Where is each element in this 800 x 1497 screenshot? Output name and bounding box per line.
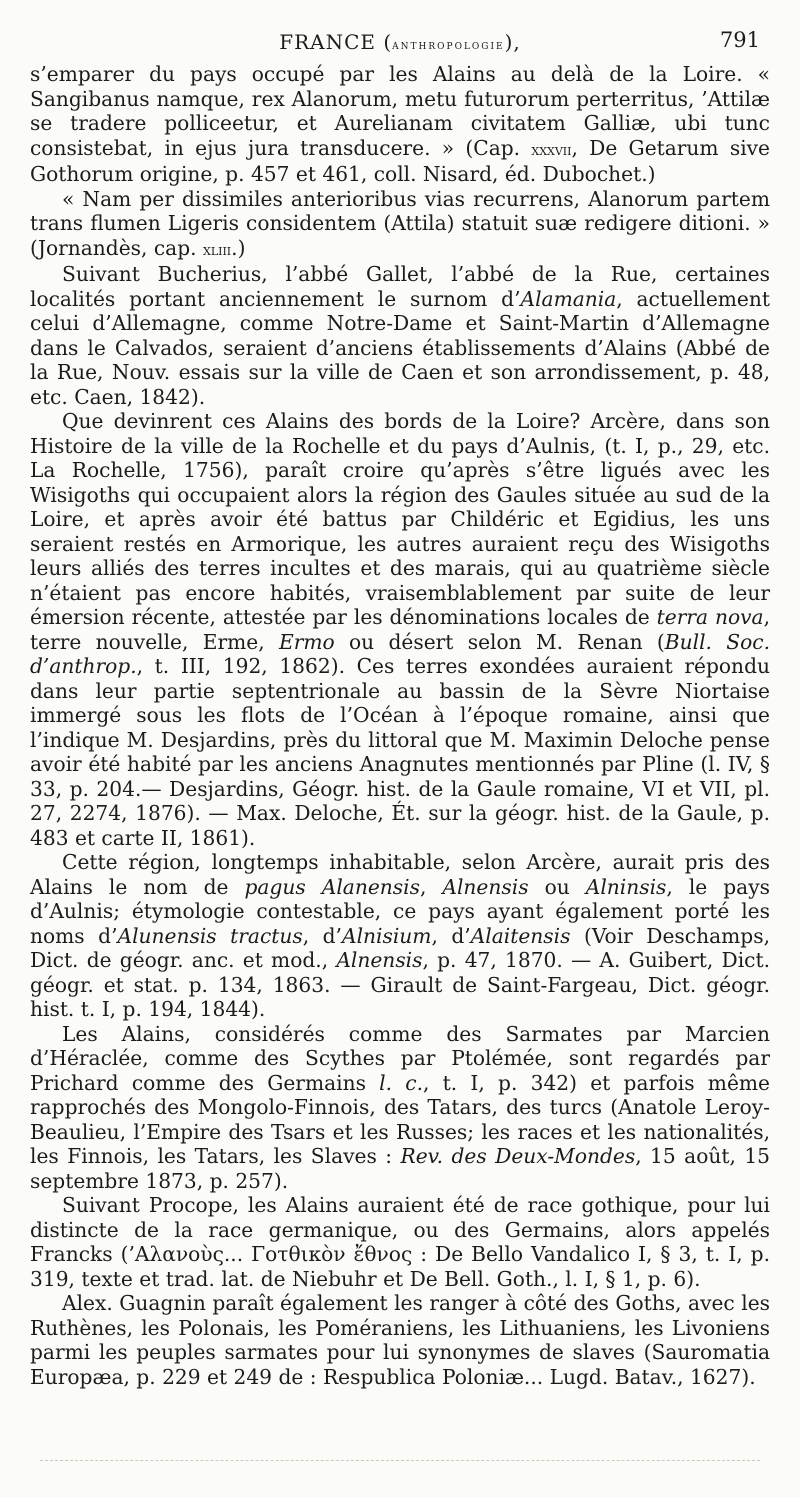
italic-text: Alninsis bbox=[585, 874, 667, 899]
text-run: Que devinrent ces Alains des bords de la Loire? Arcère, dans son Histoire de la ville de la Rochelle et du pays d’Aulnis, (t. I, p., 29, etc. La Rochelle, 1756), paraît croire qu’après s’être ligués avec les Wisigoths qui occupaient alors la région des Gaules située au sud de la Loire, et après avoir été battus par Childéric et Egidius, les uns seraient restés en Armorique, les autres auraient reçu des Wisigoths leurs alliés des terres incultes et des marais, qui au quatrième siècle n’étaient pas encore habités, vraisemblablement par suite de leur émersion récente, attestée par les dénominations locales de bbox=[30, 409, 770, 629]
paragraph bbox=[30, 62, 770, 187]
text-run: , De Getarum sive Gothorum origine, p. 457 et 461, coll. Nisard, éd. Dubochet.) bbox=[30, 135, 771, 186]
running-title-subject: anthropologie bbox=[392, 38, 505, 53]
italic-text: l. c. bbox=[379, 1070, 423, 1095]
italic-text: Alnensis bbox=[442, 874, 529, 899]
italic-text: Alnisium bbox=[341, 923, 432, 948]
italic-text: Alaitensis bbox=[470, 923, 571, 948]
footer-rule bbox=[40, 1460, 760, 1461]
italic-text: pagus Alanensis bbox=[244, 874, 420, 899]
text-run: .) bbox=[231, 235, 246, 260]
small-caps-text: xliii bbox=[202, 239, 232, 259]
paragraph bbox=[30, 409, 770, 850]
text-run: , actuellement celui d’Allemagne, comme Notre-Dame et Saint-Martin d’Allemagne dans le Calvados, seraient d’anciens établissements d’Alains (Abbé de la Rue, Nouv. essais sur la ville de Caen et son arrondissement, p. 48, etc. Caen, 1842). bbox=[30, 286, 770, 409]
paragraph bbox=[30, 187, 770, 263]
paragraph bbox=[30, 850, 770, 1022]
text-run: (Voir Deschamps, Dict. de géogr. anc. et mod., bbox=[30, 923, 770, 972]
text-run: Les Alains, considérés comme des Sarmates par Marcien d’Héraclée, comme des Scythes par Ptolémée, sont regardés par Prichard comme des Germains bbox=[30, 1021, 770, 1095]
paragraph bbox=[30, 1022, 770, 1194]
small-caps-text: xxxvii bbox=[531, 139, 572, 159]
text-run: Suivant Bucherius, l’abbé Gallet, l’abbé de la Rue, certaines localités portant anciennement le surnom d’ bbox=[30, 262, 770, 311]
italic-text: Alunensis tractus bbox=[117, 923, 303, 948]
italic-text: Alnensis bbox=[336, 948, 423, 972]
text-run: , 15 août, 15 septembre 1873, p. 257). bbox=[30, 1144, 771, 1193]
italic-text: terra nova bbox=[656, 605, 764, 629]
paragraph bbox=[30, 262, 770, 409]
page-number: 791 bbox=[719, 28, 760, 52]
paragraph bbox=[30, 1193, 770, 1291]
running-title bbox=[30, 30, 770, 54]
text-run: ou bbox=[528, 874, 586, 899]
body-text bbox=[30, 62, 770, 1389]
text-run: , d’ bbox=[302, 923, 342, 948]
text-run: Cette région, longtemps inhabitable, selon Arcère, aurait pris des Alains le nom de bbox=[30, 850, 770, 899]
text-run: , terre nouvelle, Erme, bbox=[30, 605, 770, 654]
text-run: Suivant Procope, les Alains auraient été de race gothique, pour lui distincte de la race germanique, ou des Germains, alors appelés Francks (’Αλανοὺς... Γοτθικὸν ἔθνος : De Bello Vandalico I, § 3, t. I, p. 319, texte et trad. lat. de Niebuhr et De Bell. Goth., l. I, § 1, p. 6). bbox=[30, 1193, 770, 1291]
paragraph bbox=[30, 1291, 770, 1389]
text-run: Alex. Guagnin paraît également les ranger à côté des Goths, avec les Ruthènes, les Polonais, les Poméraniens, les Lithuaniens, les Livoniens parmi les peuples sarmates pour lui synonymes de slaves (Sauromatia Europæa, p. 229 et 249 de : Respublica Poloniæ... Lugd. Batav., 1627). bbox=[30, 1291, 770, 1389]
running-title-end: ), bbox=[504, 30, 521, 54]
text-run: , p. 47, 1870. — A. Guibert, Dict. géogr. et stat. p. 134, 1863. — Girault de Saint-Fargeau, Dict. géogr. hist. t. I, p. 194, 1844). bbox=[30, 948, 770, 1021]
page-header bbox=[30, 22, 770, 62]
italic-text: Ermo bbox=[278, 629, 335, 654]
text-run: , le pays d’Aulnis; étymologie contestable, ce pays ayant également porté les noms d’ bbox=[30, 874, 770, 948]
text-run: s’emparer du pays occupé par les Alains au delà de la Loire. « Sangibanus namque, rex Alanorum, metu futurorum perterritus, ’Attilæ se tradere polliceetur, et Aurelianam civitatem Galliæ, ubi tunc consistebat, in ejus jura transducere. » (Cap. bbox=[30, 62, 770, 160]
italic-text: Bull. Soc. d’anthrop. bbox=[30, 629, 770, 678]
text-run: , t. III, 192, 1862). Ces terres exondées auraient répondu dans leur partie septentrionale au bassin de la Sèvre Niortaise immergé sous les flots de l’Océan à l’époque romaine, ainsi que l’indique M. Desjardins, près du littoral que M. Maximin Deloche pense avoir été habité par les anciens Anagnutes mentionnés par Pline (l. IV, § 33, p. 204.— Desjardins, Géogr. hist. de la Gaule romaine, VI et VII, pl. 27, 2274, 1876). — Max. Deloche, Ét. sur la géogr. hist. de la Gaule, p. 483 et carte II, 1861). bbox=[30, 654, 770, 850]
text-run: , d’ bbox=[431, 923, 471, 948]
text-run: , bbox=[419, 874, 443, 899]
text-run: « Nam per dissimiles anterioribus vias recurrens, Alanorum partem trans flumen Ligeris considentem (Attila) statuit suæ redigere ditioni. » (Jornandès, cap. bbox=[30, 186, 770, 260]
italic-text: Alamania bbox=[520, 286, 617, 311]
text-run: , t. I, p. 342) et parfois même rapprochés des Mongolo-Finnois, des Tatars, des turcs (Anatole Leroy-Beaulieu, l’Empire des Tsars et les Russes; les races et les nationalités, les Finnois, les Tatars, les Slaves : bbox=[30, 1070, 770, 1168]
running-title-main: FRANCE ( bbox=[279, 30, 393, 54]
italic-text: Rev. des Deux-Mondes bbox=[400, 1144, 636, 1168]
text-run: ou désert selon M. Renan ( bbox=[334, 629, 665, 654]
